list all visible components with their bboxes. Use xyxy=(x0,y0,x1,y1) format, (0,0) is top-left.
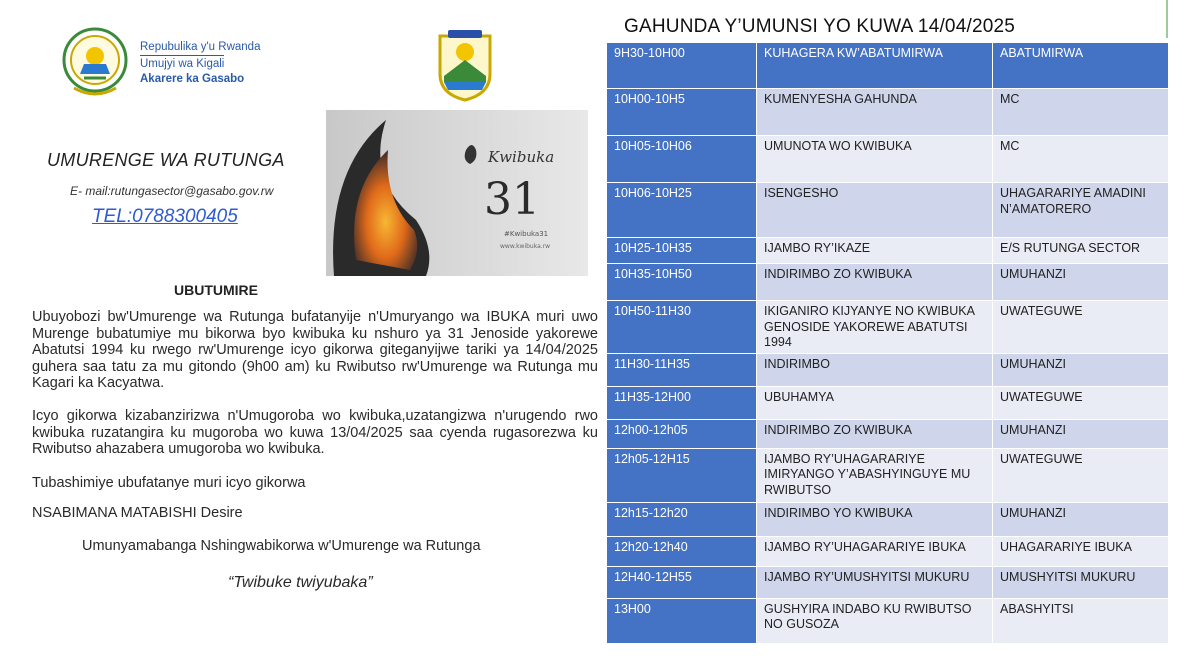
sector-name: UMURENGE WA RUTUNGA xyxy=(47,150,285,170)
time-cell: 11H30-11H35 xyxy=(607,353,757,386)
invitation-paragraph-1: Ubuyobozi bw'Umurenge wa Rutunga bufatanyije n'Umuryango wa IBUKA muri uwo Murenge bubatumiye mu bikorwa byo kwibuka ku nshuro ya 31 Jenoside yakorewe Abatutsi 1994 ku rwego rw'Umurenge icyo gikorwa giteganyijwe tariki ya 14/04/2025 guhera saa tatu za mu gitondo (9h00 am) ku Rwibutso rw'Umurenge wa Rutunga mu Kagari ka Kacyatwa. xyxy=(32,309,598,391)
table-row xyxy=(607,136,1169,183)
responsible-cell: UMUHANZI xyxy=(993,353,1169,386)
gasabo-seal-icon xyxy=(432,26,498,102)
responsible-cell: UWATEGUWE xyxy=(993,448,1169,502)
responsible-cell: UHAGARARIYE IBUKA xyxy=(993,536,1169,566)
svg-text:Kwibuka: Kwibuka xyxy=(488,148,555,166)
table-row xyxy=(607,238,1169,264)
time-cell: 12h20-12h40 xyxy=(607,536,757,566)
divider xyxy=(1166,0,1168,38)
schedule-table xyxy=(606,42,1169,644)
slogan: “Twibuke twiyubaka” xyxy=(228,574,373,591)
telephone-link[interactable]: TEL:0788300405 xyxy=(92,206,238,227)
email-address[interactable]: E- mail:rutungasector@gasabo.gov.rw xyxy=(70,184,274,198)
responsible-cell: UMUSHYITSI MUKURU xyxy=(993,566,1169,598)
table-row xyxy=(607,89,1169,136)
table-header-row xyxy=(607,43,1169,89)
activity-cell: IJAMBO RY’UHAGARARIYE IMIRYANGO Y’ABASHYINGUYE MU RWIBUTSO xyxy=(757,448,993,502)
kwibuka31-logo xyxy=(326,110,588,276)
activity-cell: IKIGANIRO KIJYANYE NO KWIBUKA GENOSIDE YAKOREWE ABATUTSI 1994 xyxy=(757,301,993,354)
government-header xyxy=(140,40,260,87)
activity-cell: INDIRIMBO xyxy=(757,353,993,386)
activity-cell: UBUHAMYA xyxy=(757,386,993,419)
thanks-line: Tubashimiye ubufatanye muri icyo gikorwa xyxy=(32,475,306,491)
time-cell: 10H50-11H30 xyxy=(607,301,757,354)
time-cell: 9H30-10H00 xyxy=(607,43,757,89)
time-cell: 13H00 xyxy=(607,598,757,643)
svg-text:31: 31 xyxy=(484,174,540,225)
time-cell: 10H25-10H35 xyxy=(607,238,757,264)
time-cell: 12h15-12h20 xyxy=(607,502,757,536)
responsible-cell: ABATUMIRWA xyxy=(993,43,1169,89)
svg-text:#Kwibuka31: #Kwibuka31 xyxy=(504,230,549,238)
table-row xyxy=(607,566,1169,598)
responsible-cell: UMUHANZI xyxy=(993,502,1169,536)
table-row xyxy=(607,301,1169,354)
time-cell: 12H40-12H55 xyxy=(607,566,757,598)
table-row xyxy=(607,386,1169,419)
responsible-cell: UWATEGUWE xyxy=(993,386,1169,419)
signer-role: Umunyamabanga Nshingwabikorwa w'Umurenge wa Rutunga xyxy=(82,538,481,554)
city-label: Umujyi wa Kigali xyxy=(140,55,224,72)
table-row xyxy=(607,183,1169,238)
time-cell: 12h05-12H15 xyxy=(607,448,757,502)
svg-text:www.kwibuka.rw: www.kwibuka.rw xyxy=(500,243,551,250)
time-cell: 10H00-10H5 xyxy=(607,89,757,136)
activity-cell: KUHAGERA KW’ABATUMIRWA xyxy=(757,43,993,89)
signer-name: NSABIMANA MATABISHI Desire xyxy=(32,505,243,521)
time-cell: 12h00-12h05 xyxy=(607,419,757,448)
activity-cell: INDIRIMBO YO KWIBUKA xyxy=(757,502,993,536)
responsible-cell: MC xyxy=(993,136,1169,183)
table-row xyxy=(607,536,1169,566)
invitation-title: UBUTUMIRE xyxy=(174,282,258,298)
table-row xyxy=(607,448,1169,502)
program-title: GAHUNDA Y’UMUNSI YO KUWA 14/04/2025 xyxy=(624,16,1016,37)
table-row xyxy=(607,353,1169,386)
activity-cell: KUMENYESHA GAHUNDA xyxy=(757,89,993,136)
table-row xyxy=(607,502,1169,536)
activity-cell: IJAMBO RY’UHAGARARIYE IBUKA xyxy=(757,536,993,566)
activity-cell: ISENGESHO xyxy=(757,183,993,238)
responsible-cell: UHAGARARIYE AMADINI N’AMATORERO xyxy=(993,183,1169,238)
activity-cell: GUSHYIRA INDABO KU RWIBUTSO NO GUSOZA xyxy=(757,598,993,643)
time-cell: 11H35-12H00 xyxy=(607,386,757,419)
program-panel xyxy=(606,0,1200,662)
invitation-paragraph-2: Icyo gikorwa kizabanzirizwa n'Umugoroba wo kwibuka,uzatangizwa n'urugendo rwo kwibuka ruzatangira ku mugoroba wo kuwa 13/04/2025 saa cyenda rugasorezwa ku Rwibutso ahazabera umugoroba wo kwibuka. xyxy=(32,408,598,457)
rwanda-seal-icon xyxy=(62,26,128,100)
republic-label: Repubulika y'u Rwanda xyxy=(140,41,261,53)
time-cell: 10H35-10H50 xyxy=(607,264,757,301)
responsible-cell: UMUHANZI xyxy=(993,264,1169,301)
time-cell: 10H05-10H06 xyxy=(607,136,757,183)
activity-cell: UMUNOTA WO KWIBUKA xyxy=(757,136,993,183)
activity-cell: INDIRIMBO ZO KWIBUKA xyxy=(757,264,993,301)
responsible-cell: MC xyxy=(993,89,1169,136)
responsible-cell: ABASHYITSI xyxy=(993,598,1169,643)
table-row xyxy=(607,598,1169,643)
district-label: Akarere ka Gasabo xyxy=(140,73,245,85)
table-row xyxy=(607,419,1169,448)
time-cell: 10H06-10H25 xyxy=(607,183,757,238)
table-row xyxy=(607,264,1169,301)
activity-cell: IJAMBO RY’IKAZE xyxy=(757,238,993,264)
kwibuka-flame-icon xyxy=(326,110,588,276)
responsible-cell: E/S RUTUNGA SECTOR xyxy=(993,238,1169,264)
responsible-cell: UWATEGUWE xyxy=(993,301,1169,354)
activity-cell: INDIRIMBO ZO KWIBUKA xyxy=(757,419,993,448)
responsible-cell: UMUHANZI xyxy=(993,419,1169,448)
activity-cell: IJAMBO RY’UMUSHYITSI MUKURU xyxy=(757,566,993,598)
